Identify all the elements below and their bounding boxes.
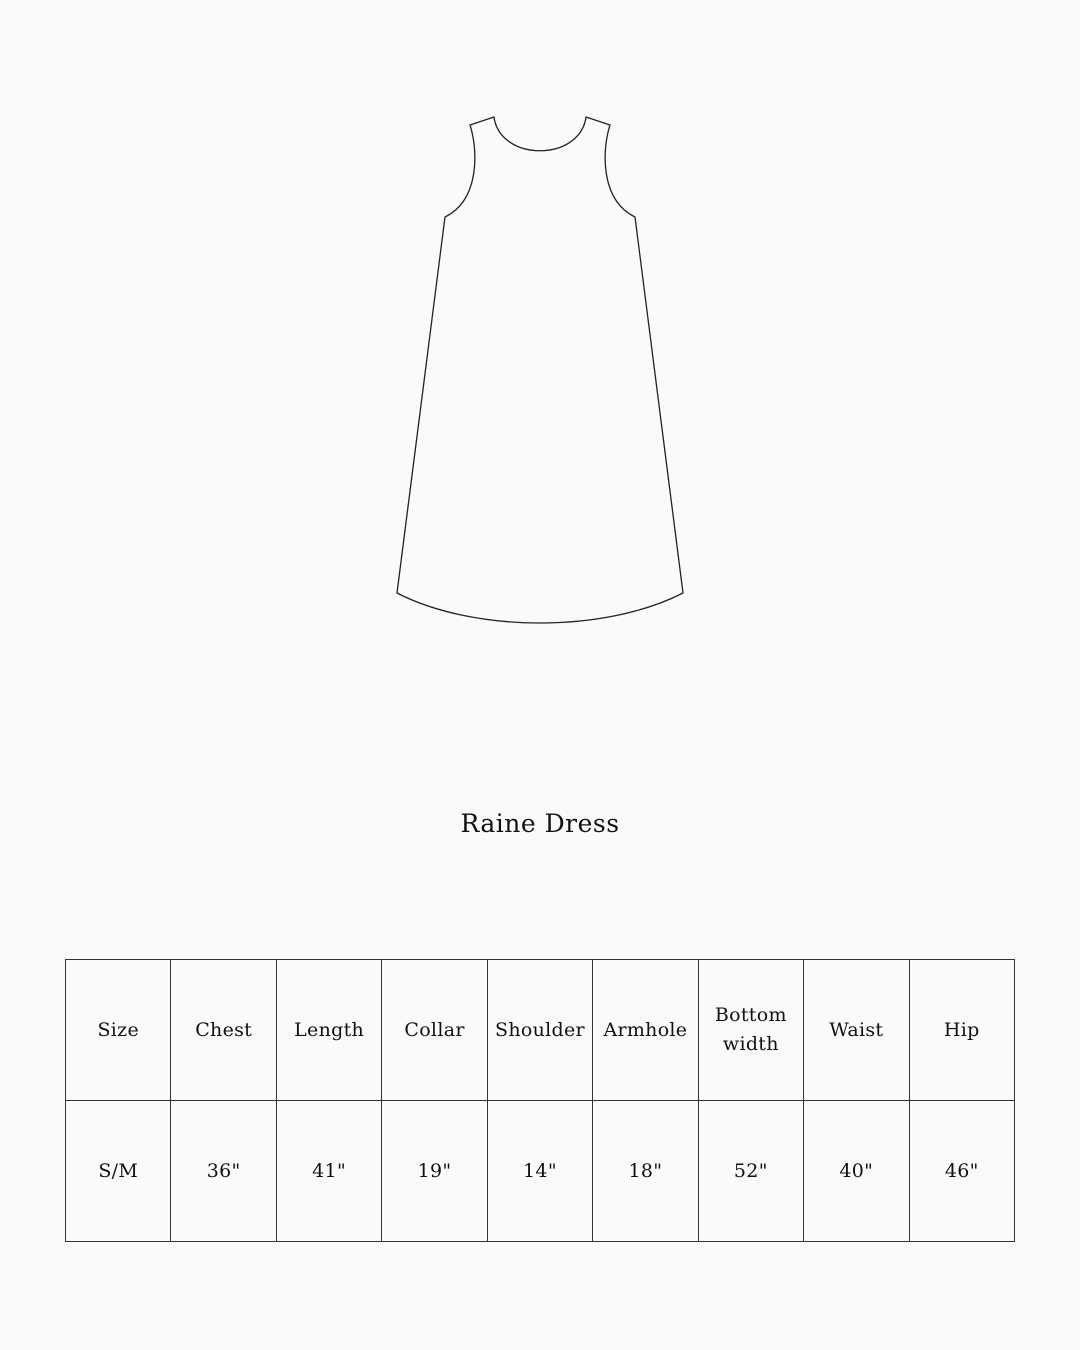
header-bottom-width: Bottom width bbox=[698, 960, 803, 1101]
header-shoulder: Shoulder bbox=[487, 960, 592, 1101]
cell-armhole: 18" bbox=[593, 1101, 698, 1242]
cell-shoulder: 14" bbox=[487, 1101, 592, 1242]
header-waist: Waist bbox=[804, 960, 909, 1101]
header-chest: Chest bbox=[171, 960, 276, 1101]
cell-collar: 19" bbox=[382, 1101, 487, 1242]
dress-sketch-icon bbox=[390, 110, 690, 630]
dress-outline bbox=[397, 117, 683, 623]
product-title: Raine Dress bbox=[460, 809, 620, 838]
cell-waist: 40" bbox=[804, 1101, 909, 1242]
cell-hip: 46" bbox=[909, 1101, 1015, 1242]
header-size: Size bbox=[66, 960, 171, 1101]
cell-chest: 36" bbox=[171, 1101, 276, 1242]
cell-size: S/M bbox=[66, 1101, 171, 1242]
cell-length: 41" bbox=[276, 1101, 381, 1242]
header-collar: Collar bbox=[382, 960, 487, 1101]
header-hip: Hip bbox=[909, 960, 1015, 1101]
table-header-row bbox=[66, 960, 1015, 1101]
size-chart-table bbox=[65, 959, 1015, 1242]
header-length: Length bbox=[276, 960, 381, 1101]
header-armhole: Armhole bbox=[593, 960, 698, 1101]
table-row bbox=[66, 1101, 1015, 1242]
dress-illustration bbox=[390, 110, 690, 630]
cell-bottom-width: 52" bbox=[698, 1101, 803, 1242]
